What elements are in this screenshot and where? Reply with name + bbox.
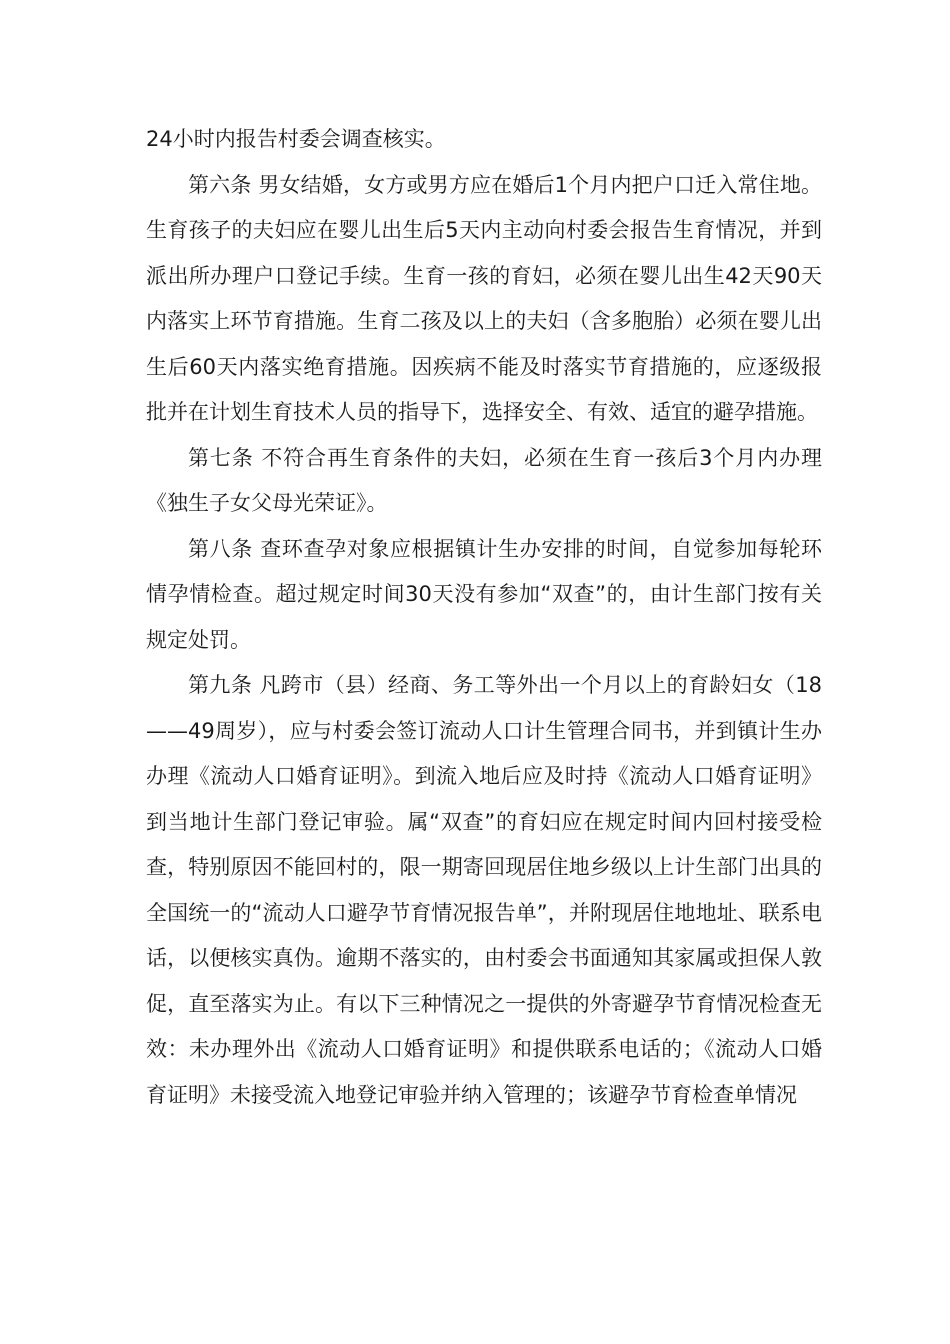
document-body (146, 117, 822, 1118)
paragraph-article-7: 第七条 不符合再生育条件的夫妇，必须在生育一孩后3个月内办理《独生子女父母光荣证》。 (146, 445, 822, 515)
paragraph-article-9: 第九条 凡跨市（县）经商、务工等外出一个月以上的育龄妇女（18——49周岁），应与村委会签订流动人口计生管理合同书，并到镇计生办办理《流动人口婚育证明》。到流入地后应及时持《流动人口婚育证明》到当地计生部门登记审验。属“双查”的育妇应在规定时间内回村接受检查，特别原因不能回村的，限一期寄回现居住地乡级以上计生部门出具的全国统一的“流动人口避孕节育情况报告单”，并附现居住地地址、联系电话，以便核实真伪。逾期不落实的，由村委会书面通知其家属或担保人敦促，直至落实为止。有以下三种情况之一提供的外寄避孕节育情况检查无效：未办理外出《流动人口婚育证明》和提供联系电话的；《流动人口婚育证明》未接受流入地登记审验并纳入管理的；该避孕节育检查单情况 (146, 673, 822, 1107)
paragraph-article-8: 第八条 查环查孕对象应根据镇计生办安排的时间，自觉参加每轮环情孕情检查。超过规定时间30天没有参加“双查”的，由计生部门按有关规定处罚。 (146, 536, 822, 652)
paragraph-article-6: 第六条 男女结婚，女方或男方应在婚后1个月内把户口迁入常住地。生育孩子的夫妇应在婴儿出生后5天内主动向村委会报告生育情况，并到派出所办理户口登记手续。生育一孩的育妇，必须在婴儿出生42天90天内落实上环节育措施。生育二孩及以上的夫妇（含多胞胎）必须在婴儿出生后60天内落实绝育措施。因疾病不能及时落实节育措施的，应逐级报批并在计划生育技术人员的指导下，选择安全、有效、适宜的避孕措施。 (146, 172, 822, 424)
paragraph-continuation: 24小时内报告村委会调查核实。 (146, 127, 446, 151)
